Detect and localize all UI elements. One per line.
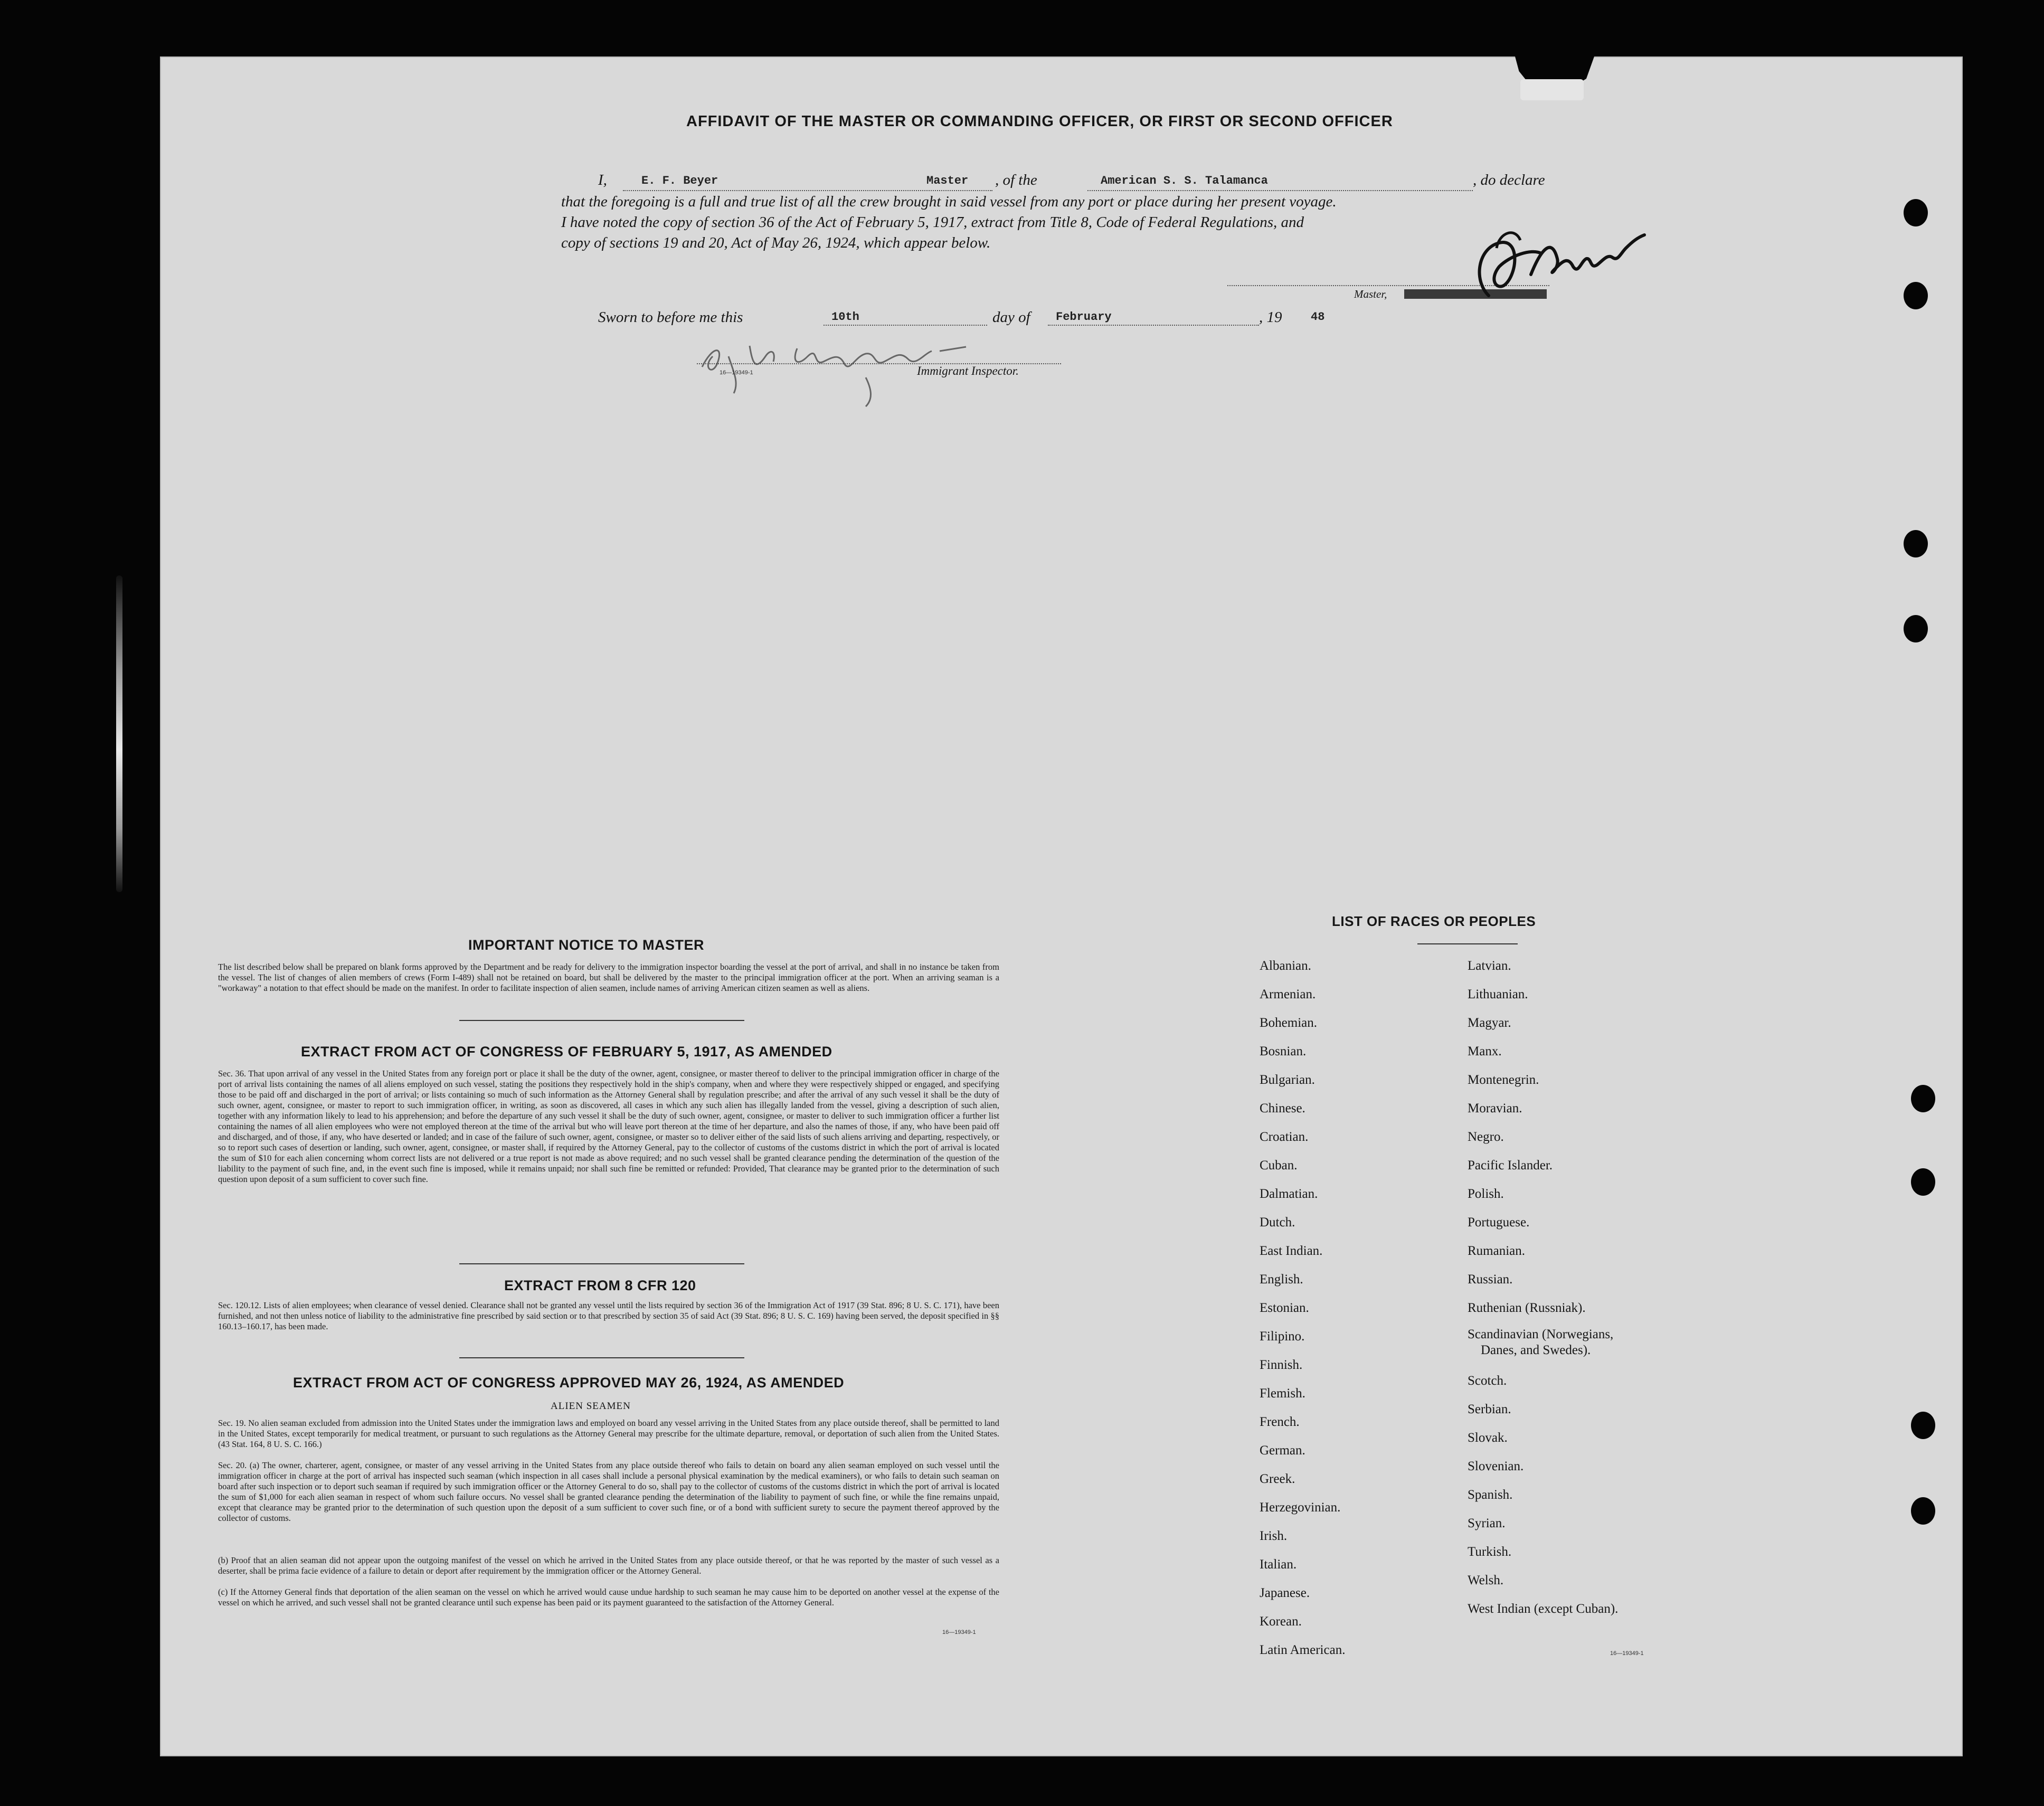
races-left-column bbox=[1260, 952, 1345, 1665]
race-item: East Indian. bbox=[1260, 1244, 1323, 1258]
race-item: West Indian (except Cuban). bbox=[1468, 1602, 1619, 1616]
affidavit-i: I, bbox=[598, 172, 607, 188]
sec-20b-text: (b) Proof that an alien seaman did not appear upon the outgoing manifest of the vessel on which he arrived in the United States from any place outside thereof, or that he was reported by the master of such vessel as a deserter, shall be prima facie evidence of a failure to detain or deport after requirement by the immigration officer or the Attorney General. bbox=[218, 1555, 999, 1576]
master-signature bbox=[1468, 216, 1647, 306]
extract-1917-title: EXTRACT FROM ACT OF CONGRESS OF FEBRUARY 5, 1917, AS AMENDED bbox=[301, 1044, 832, 1060]
sec-19-text: Sec. 19. No alien seaman excluded from admission into the United States under the immigration laws and employed on board any vessel arriving in the United States from any place outside thereof, shall be permitted to land in the United States, except temporarily for medical treatment, or pursuant to such regulations as the Attorney General may prescribe for the ultimate departure, removal, or deportation of such alien from the United States. (43 Stat. 164, 8 U. S. C. 166.) bbox=[218, 1418, 999, 1449]
day-of-label: day of bbox=[992, 309, 1030, 326]
notice-text: The list described below shall be prepared on blank forms approved by the Department and be ready for delivery to the immigration inspector boarding the vessel at the port of arrival, and shall in no instance be taken from the vessel. The list of changes of alien members of crews (Form I-489) shall not be retained on board, but shall be delivered by the master to the principal immigration officer at the port. When an arriving seaman is a "workaway" a notation to that effect should be made on the manifest. In order to facilitate inspection of alien seamen, include names of arriving American citizen seamen as well as aliens. bbox=[218, 962, 999, 993]
race-item: Moravian. bbox=[1468, 1101, 1522, 1115]
race-item: Albanian. bbox=[1260, 959, 1311, 973]
affidavit-title: AFFIDAVIT OF THE MASTER OR COMMANDING OFFICER, OR FIRST OR SECOND OFFICER bbox=[686, 113, 1393, 130]
race-item: Bulgarian. bbox=[1260, 1073, 1315, 1087]
races-right-column bbox=[1468, 952, 1618, 1623]
extract-form-code: 16—19349-1 bbox=[942, 1629, 976, 1635]
race-item: Irish. bbox=[1260, 1529, 1288, 1543]
name-underline bbox=[623, 190, 992, 191]
race-item: Croatian. bbox=[1260, 1130, 1309, 1144]
punch-hole bbox=[1904, 282, 1928, 309]
vessel-field: American S. S. Talamanca bbox=[1101, 174, 1268, 187]
vessel-underline bbox=[1087, 190, 1473, 191]
affidavit-line-2: that the foregoing is a full and true list of all the crew brought in said vessel from any port or place during her present voyage. bbox=[561, 193, 1337, 210]
affidavit-line-4: copy of sections 19 and 20, Act of May 26, 1924, which appear below. bbox=[561, 234, 991, 251]
race-item: Serbian. bbox=[1468, 1402, 1511, 1416]
sworn-month-field: February bbox=[1056, 310, 1112, 324]
race-item: Dalmatian. bbox=[1260, 1187, 1318, 1201]
race-item: French. bbox=[1260, 1415, 1300, 1429]
race-item: Estonian. bbox=[1260, 1301, 1309, 1315]
race-item: Rumanian. bbox=[1468, 1244, 1526, 1258]
races-underline bbox=[1417, 943, 1518, 944]
race-item: Magyar. bbox=[1468, 1016, 1511, 1030]
notice-title: IMPORTANT NOTICE TO MASTER bbox=[468, 937, 704, 953]
race-item: Scotch. bbox=[1468, 1374, 1507, 1388]
race-item: Russian. bbox=[1468, 1272, 1513, 1287]
race-item: Syrian. bbox=[1468, 1516, 1506, 1530]
film-edge-mark bbox=[116, 575, 122, 892]
race-item: Chinese. bbox=[1260, 1101, 1305, 1115]
race-item: German. bbox=[1260, 1443, 1305, 1458]
race-item: Welsh. bbox=[1468, 1573, 1504, 1587]
race-item: Pacific Islander. bbox=[1468, 1158, 1553, 1173]
race-item: English. bbox=[1260, 1272, 1303, 1287]
punch-hole bbox=[1904, 530, 1928, 557]
inspector-label: Immigrant Inspector. bbox=[917, 364, 1019, 377]
divider bbox=[459, 1020, 744, 1021]
race-item: Montenegrin. bbox=[1468, 1073, 1539, 1087]
sworn-day-field: 10th bbox=[831, 310, 859, 324]
race-item: Italian. bbox=[1260, 1557, 1297, 1572]
race-item: Manx. bbox=[1468, 1044, 1502, 1058]
race-item: Finnish. bbox=[1260, 1358, 1303, 1372]
race-item: Spanish. bbox=[1468, 1488, 1513, 1502]
punch-hole bbox=[1911, 1497, 1935, 1525]
punch-hole bbox=[1911, 1168, 1935, 1196]
year-prefix: , 19 bbox=[1259, 309, 1282, 326]
race-item: Herzegovinian. bbox=[1260, 1500, 1341, 1515]
race-item: Bohemian. bbox=[1260, 1016, 1318, 1030]
extract-1924-title: EXTRACT FROM ACT OF CONGRESS APPROVED MAY 26, 1924, AS AMENDED bbox=[293, 1375, 845, 1391]
year-field: 48 bbox=[1311, 310, 1325, 324]
race-item: Flemish. bbox=[1260, 1386, 1305, 1401]
master-name-field: E. F. Beyer bbox=[641, 174, 718, 187]
race-item: Filipino. bbox=[1260, 1329, 1305, 1344]
month-underline bbox=[1048, 325, 1259, 326]
race-item: Japanese. bbox=[1260, 1586, 1310, 1600]
sworn-prefix: Sworn to before me this bbox=[598, 309, 743, 326]
race-item: Cuban. bbox=[1260, 1158, 1298, 1173]
race-item: Polish. bbox=[1468, 1187, 1504, 1201]
divider bbox=[459, 1263, 744, 1264]
punch-hole bbox=[1911, 1412, 1935, 1439]
tape-strip bbox=[1520, 79, 1584, 100]
race-item: Negro. bbox=[1468, 1130, 1504, 1144]
sec-20a-text: Sec. 20. (a) The owner, charterer, agent, consignee, or master of any vessel arriving in the United States from any place outside thereof who fails to detain on board any alien seaman employed on such vessel until the immigration officer in charge at the port of arrival has inspected such seaman (which inspection in all cases shall include a personal physical examination by the medical examiners), or who fails to detain such seaman on board after such inspection or to deport such seaman if required by such immigration officer or the Attorney General to do so, shall pay to the collector of customs of the customs district in which the port of arrival is located the sum of $1,000 for each alien seaman in respect of whom such failure occurs. No vessel shall be granted clearance pending the determination of the liability to payment of such fine, or while the fine remains unpaid, except that clearance may be granted prior to the determination of such question upon the deposit of a sum sufficient to cover such fine, or of a bond with sufficient surety to secure the payment thereof approved by the collector of customs. bbox=[218, 1460, 999, 1523]
punch-hole bbox=[1904, 615, 1928, 642]
extract-cfr-title: EXTRACT FROM 8 CFR 120 bbox=[504, 1278, 696, 1293]
race-item: Armenian. bbox=[1260, 987, 1316, 1001]
affidavit-line-1 bbox=[598, 172, 607, 189]
race-item: Slovak. bbox=[1468, 1431, 1508, 1445]
of-the-label: , of the bbox=[995, 172, 1037, 188]
master-label: Master, bbox=[1354, 288, 1387, 300]
sec-20c-text: (c) If the Attorney General finds that deportation of the alien seaman on the vessel on which he arrived would cause undue hardship to such seaman he may cause him to be deported on another vessel at the expense of the vessel on which he arrived, and such vessel shall not be granted clearance until such expense has been paid or its payment guaranteed to the satisfaction of the Attorney General. bbox=[218, 1587, 999, 1608]
alien-seamen-subtitle: ALIEN SEAMEN bbox=[551, 1401, 631, 1412]
race-item: Latin American. bbox=[1260, 1643, 1346, 1657]
race-item: Bosnian. bbox=[1260, 1044, 1307, 1058]
rank-field: Master bbox=[926, 174, 969, 187]
race-item: Dutch. bbox=[1260, 1215, 1295, 1230]
race-item: Turkish. bbox=[1468, 1545, 1512, 1559]
do-declare-label: , do declare bbox=[1473, 172, 1545, 188]
races-form-code: 16—19349-1 bbox=[1610, 1650, 1644, 1657]
affidavit-line-3: I have noted the copy of section 36 of the Act of February 5, 1917, extract from Title 8, Code of Federal Regulations, and bbox=[561, 214, 1304, 231]
punch-hole bbox=[1904, 199, 1928, 226]
race-item: Lithuanian. bbox=[1468, 987, 1528, 1001]
race-item: Latvian. bbox=[1468, 959, 1511, 973]
races-title: LIST OF RACES OR PEOPLES bbox=[1332, 913, 1536, 929]
race-item: Scandinavian (Norwegians, Danes, and Swedes). bbox=[1468, 1327, 1614, 1357]
affidavit-form-code: 16—19349-1 bbox=[720, 370, 753, 376]
race-item: Slovenian. bbox=[1468, 1459, 1524, 1473]
divider bbox=[459, 1357, 744, 1358]
punch-hole bbox=[1911, 1085, 1935, 1112]
race-item: Greek. bbox=[1260, 1472, 1295, 1486]
race-item: Korean. bbox=[1260, 1614, 1302, 1629]
race-item: Ruthenian (Russniak). bbox=[1468, 1301, 1586, 1315]
extract-1917-text: Sec. 36. That upon arrival of any vessel in the United States from any foreign port or place it shall be the duty of the owner, agent, consignee, or master thereof to deliver to the principal immigration officer in charge of the port of arrival lists containing the names of all aliens employed on such vessel, stating the positions they respectively hold in the ship's company, when and where they were respectively shipped or engaged, and specifying those to be paid off and discharged in the port of arrival; or lists containing so much of such information as the Attorney General shall by regulation prescribe; and after the arrival of any such vessel it shall be the duty of such owner, agent, consignee, or master to report to such immigration officer, in writing, as soon as discovered, all cases in which any such alien has illegally landed from the vessel, giving a description of such alien, together with any information likely to lead to his apprehension; and before the departure of any such vessel it shall be the duty of such owner, agent, consignee, or master to deliver to such immigration officer a further list containing the names of all alien employees who were not employed thereon at the time of the arrival but who will leave port thereon at the time of her departure, and also the names of those, if any, who have been paid off and discharged, and of those, if any, who have deserted or landed; and in case of the failure of such owner, agent, consignee, or master so to deliver either of the said lists of such aliens arriving and departing, respectively, or so to report such cases of desertion or landing, such owner, agent, consignee, or master shall, if required by the Attorney General, pay to the collector of customs of the customs district in which the port of arrival is located the sum of $10 for each alien concerning whom correct lists are not delivered or a true report is not made as above required; and no such vessel shall be granted clearance pending the determination of the question of the liability to the payment of such fine, and, in the event such fine is imposed, while it remains unpaid; nor shall such fine be remitted or refunded: Provided, That clearance may be granted prior to the determination of such question upon deposit of a sum sufficient to cover such fine. bbox=[218, 1069, 999, 1184]
extract-cfr-text: Sec. 120.12. Lists of alien employees; when clearance of vessel denied. Clearance shall not be granted any vessel until the lists required by section 36 of the Immigration Act of 1917 (39 Stat. 896; 8 U. S. C. 171), have been furnished, and not then unless notice of liability to the administrative fine prescribed by said section or to that prescribed by section 35 of said Act (39 Stat. 896; 8 U. S. C. 169) having been served, the deposit specified in §§ 160.13–160.17, has been made. bbox=[218, 1300, 999, 1331]
race-item: Portuguese. bbox=[1468, 1215, 1530, 1230]
